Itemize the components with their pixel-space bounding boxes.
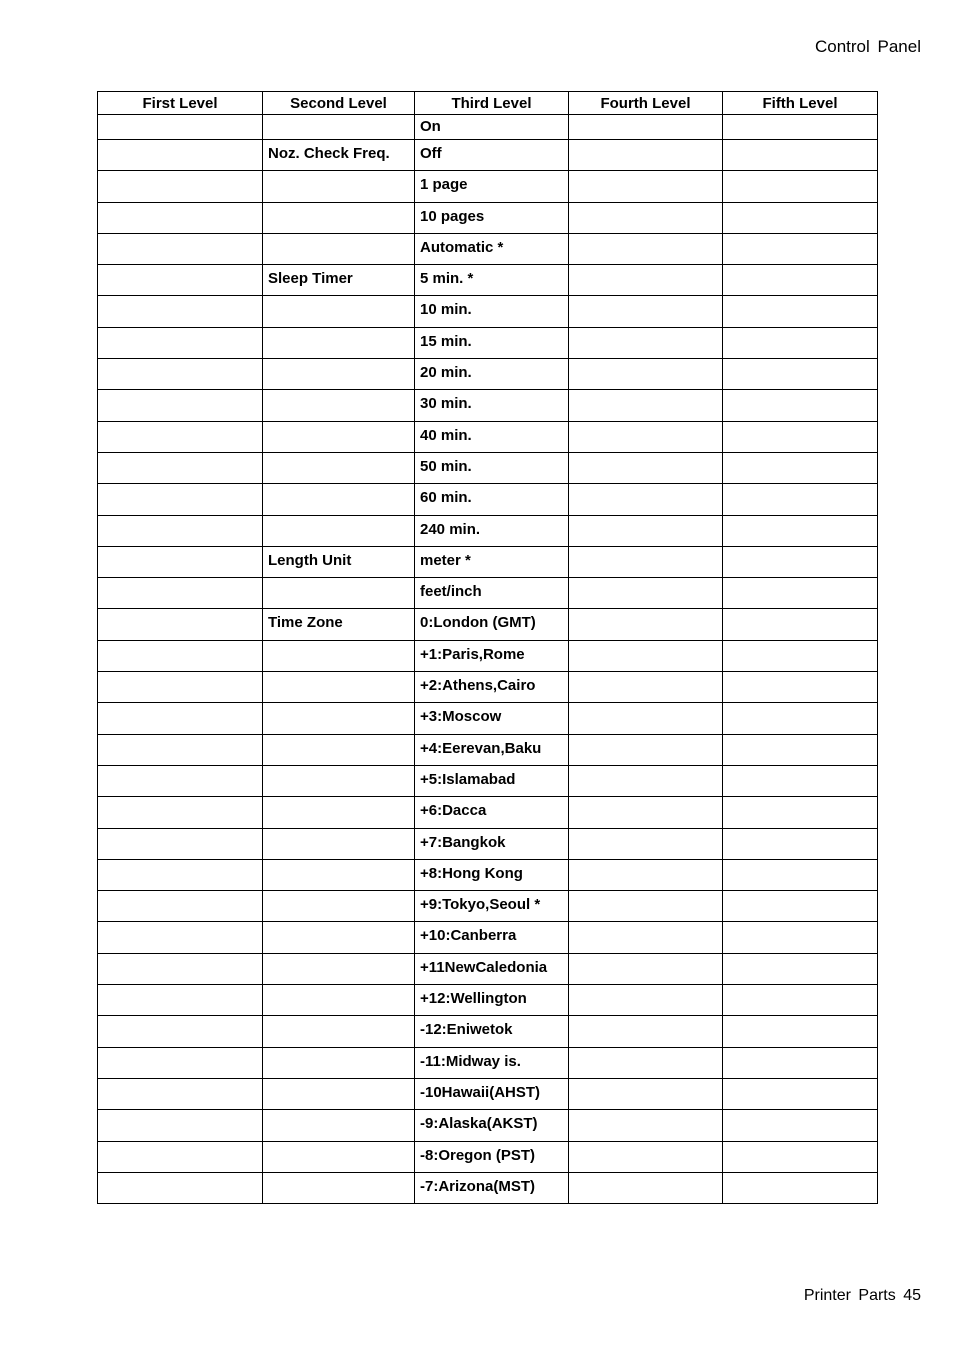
table-row: [98, 953, 878, 984]
fourth-level-cell: [569, 484, 723, 515]
second-level-cell: [263, 202, 415, 233]
column-header-fifth-level: Fifth Level: [723, 92, 878, 115]
second-level-cell: Time Zone: [263, 609, 415, 640]
second-level-cell: [263, 233, 415, 264]
first-level-cell: [98, 1141, 263, 1172]
fourth-level-cell: [569, 891, 723, 922]
table-row: [98, 171, 878, 202]
first-level-cell: [98, 296, 263, 327]
fifth-level-cell: [723, 1110, 878, 1141]
third-level-cell: 240 min.: [415, 515, 569, 546]
fourth-level-cell: [569, 1078, 723, 1109]
first-level-cell: [98, 734, 263, 765]
table-row: [98, 765, 878, 796]
fifth-level-cell: [723, 359, 878, 390]
first-level-cell: [98, 1110, 263, 1141]
fifth-level-cell: [723, 1016, 878, 1047]
table-row: [98, 578, 878, 609]
table-row: [98, 484, 878, 515]
table-row: [98, 390, 878, 421]
fifth-level-cell: [723, 1078, 878, 1109]
fifth-level-cell: [723, 640, 878, 671]
third-level-cell: 50 min.: [415, 452, 569, 483]
second-level-cell: [263, 703, 415, 734]
table-row: [98, 140, 878, 171]
fifth-level-cell: [723, 327, 878, 358]
third-level-cell: 40 min.: [415, 421, 569, 452]
fifth-level-cell: [723, 233, 878, 264]
first-level-cell: [98, 1047, 263, 1078]
first-level-cell: [98, 1172, 263, 1203]
fifth-level-cell: [723, 985, 878, 1016]
table-row: [98, 891, 878, 922]
fifth-level-cell: [723, 515, 878, 546]
fifth-level-cell: [723, 296, 878, 327]
third-level-cell: +12:Wellington: [415, 985, 569, 1016]
first-level-cell: [98, 421, 263, 452]
third-level-cell: -10Hawaii(AHST): [415, 1078, 569, 1109]
third-level-cell: meter *: [415, 546, 569, 577]
table-row: [98, 1078, 878, 1109]
fourth-level-cell: [569, 797, 723, 828]
first-level-cell: [98, 891, 263, 922]
fifth-level-cell: [723, 1047, 878, 1078]
second-level-cell: [263, 1078, 415, 1109]
first-level-cell: [98, 609, 263, 640]
second-level-cell: [263, 115, 415, 140]
third-level-cell: 1 page: [415, 171, 569, 202]
second-level-cell: [263, 734, 415, 765]
third-level-cell: +9:Tokyo,Seoul *: [415, 891, 569, 922]
second-level-cell: [263, 484, 415, 515]
fourth-level-cell: [569, 233, 723, 264]
fifth-level-cell: [723, 672, 878, 703]
third-level-cell: +2:Athens,Cairo: [415, 672, 569, 703]
fourth-level-cell: [569, 765, 723, 796]
fifth-level-cell: [723, 265, 878, 296]
fourth-level-cell: [569, 922, 723, 953]
fifth-level-cell: [723, 859, 878, 890]
fifth-level-cell: [723, 171, 878, 202]
third-level-cell: +10:Canberra: [415, 922, 569, 953]
table-row: [98, 734, 878, 765]
first-level-cell: [98, 765, 263, 796]
first-level-cell: [98, 265, 263, 296]
page-number: 45: [903, 1287, 921, 1304]
third-level-cell: Automatic *: [415, 233, 569, 264]
fourth-level-cell: [569, 1172, 723, 1203]
first-level-cell: [98, 140, 263, 171]
table-row: [98, 421, 878, 452]
second-level-cell: [263, 171, 415, 202]
table-row: [98, 1016, 878, 1047]
second-level-cell: [263, 515, 415, 546]
first-level-cell: [98, 484, 263, 515]
second-level-cell: Length Unit: [263, 546, 415, 577]
second-level-cell: [263, 797, 415, 828]
second-level-cell: [263, 578, 415, 609]
table-row: [98, 985, 878, 1016]
second-level-cell: [263, 953, 415, 984]
column-header-second-level: Second Level: [263, 92, 415, 115]
menu-levels-table: [97, 91, 878, 1204]
first-level-cell: [98, 115, 263, 140]
second-level-cell: [263, 452, 415, 483]
fifth-level-cell: [723, 140, 878, 171]
third-level-cell: 0:London (GMT): [415, 609, 569, 640]
table-row: [98, 115, 878, 140]
second-level-cell: [263, 859, 415, 890]
page-footer: [804, 1287, 921, 1305]
fifth-level-cell: [723, 1172, 878, 1203]
third-level-cell: +1:Paris,Rome: [415, 640, 569, 671]
first-level-cell: [98, 672, 263, 703]
third-level-cell: -8:Oregon (PST): [415, 1141, 569, 1172]
fifth-level-cell: [723, 922, 878, 953]
fifth-level-cell: [723, 609, 878, 640]
fourth-level-cell: [569, 1016, 723, 1047]
third-level-cell: 5 min. *: [415, 265, 569, 296]
first-level-cell: [98, 452, 263, 483]
third-level-cell: -11:Midway is.: [415, 1047, 569, 1078]
table-row: [98, 546, 878, 577]
table-row: [98, 515, 878, 546]
third-level-cell: +8:Hong Kong: [415, 859, 569, 890]
column-header-third-level: Third Level: [415, 92, 569, 115]
second-level-cell: [263, 327, 415, 358]
first-level-cell: [98, 1016, 263, 1047]
second-level-cell: [263, 1016, 415, 1047]
third-level-cell: -12:Eniwetok: [415, 1016, 569, 1047]
third-level-cell: +4:Eerevan,Baku: [415, 734, 569, 765]
fourth-level-cell: [569, 359, 723, 390]
footer-section-label: Printer Parts: [803, 1287, 896, 1304]
table-row: [98, 859, 878, 890]
first-level-cell: [98, 390, 263, 421]
second-level-cell: [263, 672, 415, 703]
third-level-cell: +6:Dacca: [415, 797, 569, 828]
fifth-level-cell: [723, 484, 878, 515]
second-level-cell: [263, 296, 415, 327]
third-level-cell: 10 pages: [415, 202, 569, 233]
fourth-level-cell: [569, 734, 723, 765]
table-row: [98, 703, 878, 734]
fifth-level-cell: [723, 390, 878, 421]
fifth-level-cell: [723, 578, 878, 609]
fifth-level-cell: [723, 891, 878, 922]
first-level-cell: [98, 578, 263, 609]
first-level-cell: [98, 359, 263, 390]
fourth-level-cell: [569, 546, 723, 577]
third-level-cell: +5:Islamabad: [415, 765, 569, 796]
table-row: [98, 1047, 878, 1078]
second-level-cell: [263, 922, 415, 953]
table-row: [98, 640, 878, 671]
fourth-level-cell: [569, 171, 723, 202]
table-row: [98, 265, 878, 296]
first-level-cell: [98, 859, 263, 890]
first-level-cell: [98, 953, 263, 984]
first-level-cell: [98, 515, 263, 546]
table-row: [98, 327, 878, 358]
fourth-level-cell: [569, 1141, 723, 1172]
third-level-cell: -7:Arizona(MST): [415, 1172, 569, 1203]
third-level-cell: +11NewCaledonia: [415, 953, 569, 984]
fourth-level-cell: [569, 672, 723, 703]
first-level-cell: [98, 327, 263, 358]
table-row: [98, 797, 878, 828]
fourth-level-cell: [569, 578, 723, 609]
first-level-cell: [98, 1078, 263, 1109]
fifth-level-cell: [723, 546, 878, 577]
fifth-level-cell: [723, 734, 878, 765]
third-level-cell: -9:Alaska(AKST): [415, 1110, 569, 1141]
first-level-cell: [98, 828, 263, 859]
fourth-level-cell: [569, 140, 723, 171]
fourth-level-cell: [569, 985, 723, 1016]
first-level-cell: [98, 171, 263, 202]
fourth-level-cell: [569, 828, 723, 859]
second-level-cell: [263, 828, 415, 859]
third-level-cell: +7:Bangkok: [415, 828, 569, 859]
table-row: [98, 609, 878, 640]
first-level-cell: [98, 233, 263, 264]
fifth-level-cell: [723, 828, 878, 859]
fourth-level-cell: [569, 859, 723, 890]
second-level-cell: [263, 1110, 415, 1141]
fourth-level-cell: [569, 115, 723, 140]
fifth-level-cell: [723, 797, 878, 828]
table-row: [98, 1110, 878, 1141]
second-level-cell: Noz. Check Freq.: [263, 140, 415, 171]
fifth-level-cell: [723, 452, 878, 483]
fourth-level-cell: [569, 265, 723, 296]
table-row: [98, 672, 878, 703]
first-level-cell: [98, 985, 263, 1016]
fourth-level-cell: [569, 202, 723, 233]
table-row: [98, 202, 878, 233]
fourth-level-cell: [569, 296, 723, 327]
first-level-cell: [98, 703, 263, 734]
fourth-level-cell: [569, 452, 723, 483]
third-level-cell: On: [415, 115, 569, 140]
table-body: [98, 115, 878, 1204]
fourth-level-cell: [569, 640, 723, 671]
third-level-cell: +3:Moscow: [415, 703, 569, 734]
fifth-level-cell: [723, 765, 878, 796]
table-row: [98, 233, 878, 264]
fifth-level-cell: [723, 421, 878, 452]
third-level-cell: 30 min.: [415, 390, 569, 421]
third-level-cell: 60 min.: [415, 484, 569, 515]
table-row: [98, 922, 878, 953]
table-row: [98, 1172, 878, 1203]
third-level-cell: Off: [415, 140, 569, 171]
fourth-level-cell: [569, 609, 723, 640]
fifth-level-cell: [723, 1141, 878, 1172]
table-row: [98, 1141, 878, 1172]
fourth-level-cell: [569, 390, 723, 421]
table-header-row: [98, 92, 878, 115]
table-row: [98, 359, 878, 390]
fifth-level-cell: [723, 202, 878, 233]
second-level-cell: [263, 390, 415, 421]
fourth-level-cell: [569, 327, 723, 358]
third-level-cell: 15 min.: [415, 327, 569, 358]
second-level-cell: [263, 359, 415, 390]
fourth-level-cell: [569, 515, 723, 546]
second-level-cell: [263, 1141, 415, 1172]
second-level-cell: [263, 421, 415, 452]
third-level-cell: feet/inch: [415, 578, 569, 609]
second-level-cell: [263, 1047, 415, 1078]
second-level-cell: [263, 985, 415, 1016]
fifth-level-cell: [723, 115, 878, 140]
page-header-title: Control Panel: [814, 37, 921, 56]
fourth-level-cell: [569, 1047, 723, 1078]
fourth-level-cell: [569, 421, 723, 452]
table-row: [98, 452, 878, 483]
table-row: [98, 296, 878, 327]
first-level-cell: [98, 922, 263, 953]
fifth-level-cell: [723, 703, 878, 734]
second-level-cell: [263, 1172, 415, 1203]
second-level-cell: [263, 891, 415, 922]
fifth-level-cell: [723, 953, 878, 984]
column-header-first-level: First Level: [98, 92, 263, 115]
second-level-cell: Sleep Timer: [263, 265, 415, 296]
second-level-cell: [263, 640, 415, 671]
first-level-cell: [98, 202, 263, 233]
third-level-cell: 20 min.: [415, 359, 569, 390]
third-level-cell: 10 min.: [415, 296, 569, 327]
table-row: [98, 828, 878, 859]
first-level-cell: [98, 546, 263, 577]
fourth-level-cell: [569, 1110, 723, 1141]
second-level-cell: [263, 765, 415, 796]
first-level-cell: [98, 640, 263, 671]
first-level-cell: [98, 797, 263, 828]
fourth-level-cell: [569, 703, 723, 734]
fourth-level-cell: [569, 953, 723, 984]
column-header-fourth-level: Fourth Level: [569, 92, 723, 115]
